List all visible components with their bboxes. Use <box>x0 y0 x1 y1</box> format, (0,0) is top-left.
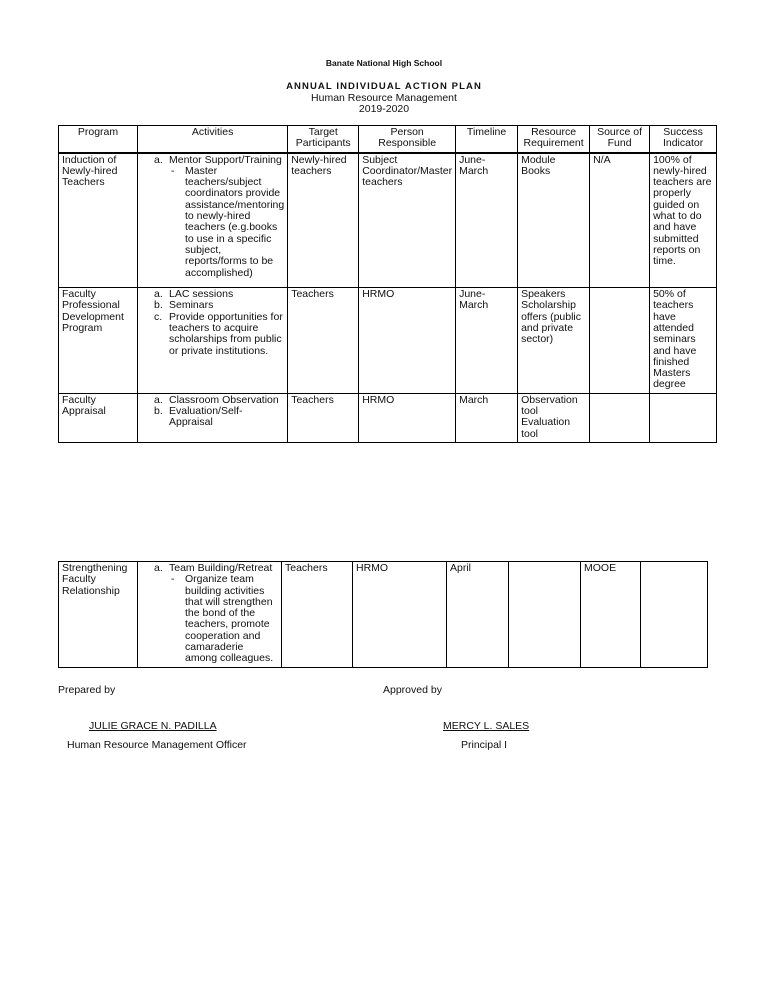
action-plan-table-continued <box>58 561 708 668</box>
approved-by-label: Approved by <box>383 684 442 696</box>
table-row <box>59 562 708 668</box>
sub-activity-item: - Organize team building activities that will strengthen the bond of the teachers, promote cooperation and camaraderie among colleagues. <box>171 573 274 665</box>
sub-activity-text: Master teachers/subject coordinators provide assistance/mentoring to newly-hired teachers (e.g.books to use in a specific subject, reports/forms to be accomplished) <box>185 164 285 279</box>
activity-marker: c. <box>154 310 163 323</box>
resources-cell: Speakers Scholarship offers (public and private sector) <box>518 288 590 394</box>
program-cell: Induction of Newly-hired Teachers <box>59 153 138 288</box>
column-header: Resource Requirement <box>518 126 590 153</box>
activities-cell <box>138 393 288 442</box>
table-row <box>59 393 717 442</box>
indicator-cell: 100% of newly-hired teachers are properly guided on what to do and have submitted reports on time. <box>650 153 717 288</box>
responsible-cell: Subject Coordinator/Master teachers <box>359 153 456 288</box>
document-subtitle: Human Resource Management <box>311 92 457 104</box>
timeline-cell: June-March <box>456 288 518 394</box>
program-cell: Faculty Appraisal <box>59 393 138 442</box>
school-name: Banate National High School <box>325 58 443 68</box>
indicator-cell <box>650 393 717 442</box>
preparer-title: Human Resource Management Officer <box>67 739 247 751</box>
preparer-name: JULIE GRACE N. PADILLA <box>89 720 217 732</box>
responsible-cell: HRMO <box>359 288 456 394</box>
participants-cell: Teachers <box>282 562 353 668</box>
activity-text: Provide opportunities for teachers to acquire scholarships from public or private institutions. <box>169 310 283 357</box>
fund-cell <box>590 393 650 442</box>
sub-activity-text: Organize team building activities that will strengthen the bond of the teachers, promote cooperation and camaraderie among colleagues. <box>185 573 274 665</box>
column-header: Activities <box>138 126 288 153</box>
program-cell: Strengthening Faculty Relationship <box>59 562 138 668</box>
activity-marker: b. <box>154 299 163 312</box>
sub-activity-item: - Master teachers/subject coordinators provide assistance/mentoring to newly-hired teachers (e.g.books to use in a specific subject, reports/forms to be accomplished) <box>171 164 285 279</box>
timeline-cell: April <box>447 562 509 668</box>
participants-cell: Teachers <box>288 393 359 442</box>
participants-cell: Teachers <box>288 288 359 394</box>
resources-cell: Observation tool Evaluation tool <box>518 393 590 442</box>
column-header: Person Responsible <box>359 126 456 153</box>
activity-marker: b. <box>154 405 163 418</box>
activity-item <box>141 312 284 357</box>
column-header: Timeline <box>456 126 518 153</box>
activity-text: Mentor Support/Training <box>169 153 282 166</box>
action-plan-table <box>58 125 717 443</box>
fund-cell <box>590 288 650 394</box>
participants-cell: Newly-hired teachers <box>288 153 359 288</box>
table-header-row <box>59 126 717 153</box>
column-header: Source of Fund <box>590 126 650 153</box>
resources-cell: Module Books <box>518 153 590 288</box>
prepared-by-label: Prepared by <box>58 684 116 696</box>
activity-item <box>141 406 284 429</box>
approver-title: Principal I <box>461 739 508 751</box>
table-row <box>59 288 717 394</box>
fund-cell: MOOE <box>581 562 641 668</box>
column-header: Target Participants <box>288 126 359 153</box>
approver-name: MERCY L. SALES <box>443 720 530 732</box>
activity-text: Seminars <box>169 299 214 312</box>
document-title: ANNUAL INDIVIDUAL ACTION PLAN <box>286 81 482 92</box>
program-cell: Faculty Professional Development Program <box>59 288 138 394</box>
activity-marker: a. <box>154 153 163 166</box>
indicator-cell: 50% of teachers have attended seminars and have finished Masters degree <box>650 288 717 394</box>
column-header: Program <box>59 126 138 153</box>
responsible-cell: HRMO <box>359 393 456 442</box>
activities-cell <box>138 288 288 394</box>
activities-cell <box>138 562 282 668</box>
fund-cell: N/A <box>590 153 650 288</box>
timeline-cell: March <box>456 393 518 442</box>
activity-text: Evaluation/Self-Appraisal <box>169 405 243 429</box>
activity-marker: a. <box>154 288 163 301</box>
activity-text: Classroom Observation <box>169 393 279 406</box>
school-year: 2019-2020 <box>358 103 410 115</box>
activity-marker: a. <box>154 393 163 406</box>
timeline-cell: June-March <box>456 153 518 288</box>
indicator-cell <box>641 562 708 668</box>
resources-cell <box>509 562 581 668</box>
activities-cell <box>138 153 288 288</box>
activity-text: LAC sessions <box>169 288 234 301</box>
responsible-cell: HRMO <box>353 562 447 668</box>
column-header: Success Indicator <box>650 126 717 153</box>
activity-marker: a. <box>154 562 163 574</box>
activity-text: Team Building/Retreat <box>169 562 273 574</box>
table-row <box>59 153 717 288</box>
